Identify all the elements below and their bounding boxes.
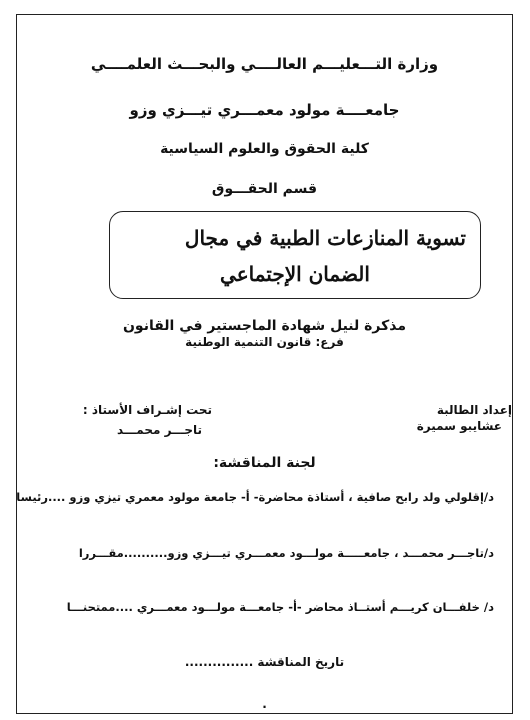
- jury-member-president: د/إقلولي ولد رابح صافية ، أستاذة محاضرة- أ- جامعة مولود معمري تيزي وزو ....رئيسا: [16, 490, 494, 504]
- student-label: إعداد الطالبة: [436, 403, 512, 417]
- defense-date: تاريخ المناقشة ...............: [184, 655, 345, 669]
- title-box: [109, 211, 481, 299]
- supervisor-label: تحت إشـراف الأستاذ :: [82, 403, 212, 417]
- degree-line: مذكرة لنيل شهادة الماجستير في القانون: [122, 318, 406, 334]
- ministry-heading: وزارة التـــعليـــم العالــــي والبحـــث العلمــــي: [90, 55, 439, 73]
- document-page: [16, 14, 513, 714]
- thesis-title-line1: تسوية المنازعات الطبية في مجال: [184, 226, 466, 250]
- supervisor-name: تاجـــر محمـــد: [117, 423, 202, 437]
- student-name: عشايبو سميرة: [416, 419, 502, 433]
- thesis-title-line2: الضمان الإجتماعي: [220, 262, 370, 286]
- branch-line: فرع: قانون التنمية الوطنية: [185, 335, 344, 349]
- department-heading: قسم الحقـــوق: [211, 181, 318, 197]
- jury-member-rapporteur: د/تاجـــر محمـــد ، جامعـــــة مولـــود معمـــري تيـــزي وزو..........مقـــررا: [78, 546, 494, 560]
- footer-dot: .: [262, 697, 267, 711]
- jury-label: لجنة المناقشة:: [213, 455, 316, 471]
- faculty-heading: كلية الحقوق والعلوم السياسية: [160, 141, 369, 157]
- jury-member-examiner: د/ خلفـــان كريـــم أستــاذ محاضر -أ- جامعـــة مولـــود معمـــري ....ممتحنـــا: [66, 600, 494, 614]
- university-heading: جامعــــة مولود معمـــري تيـــزي وزو: [129, 101, 400, 119]
